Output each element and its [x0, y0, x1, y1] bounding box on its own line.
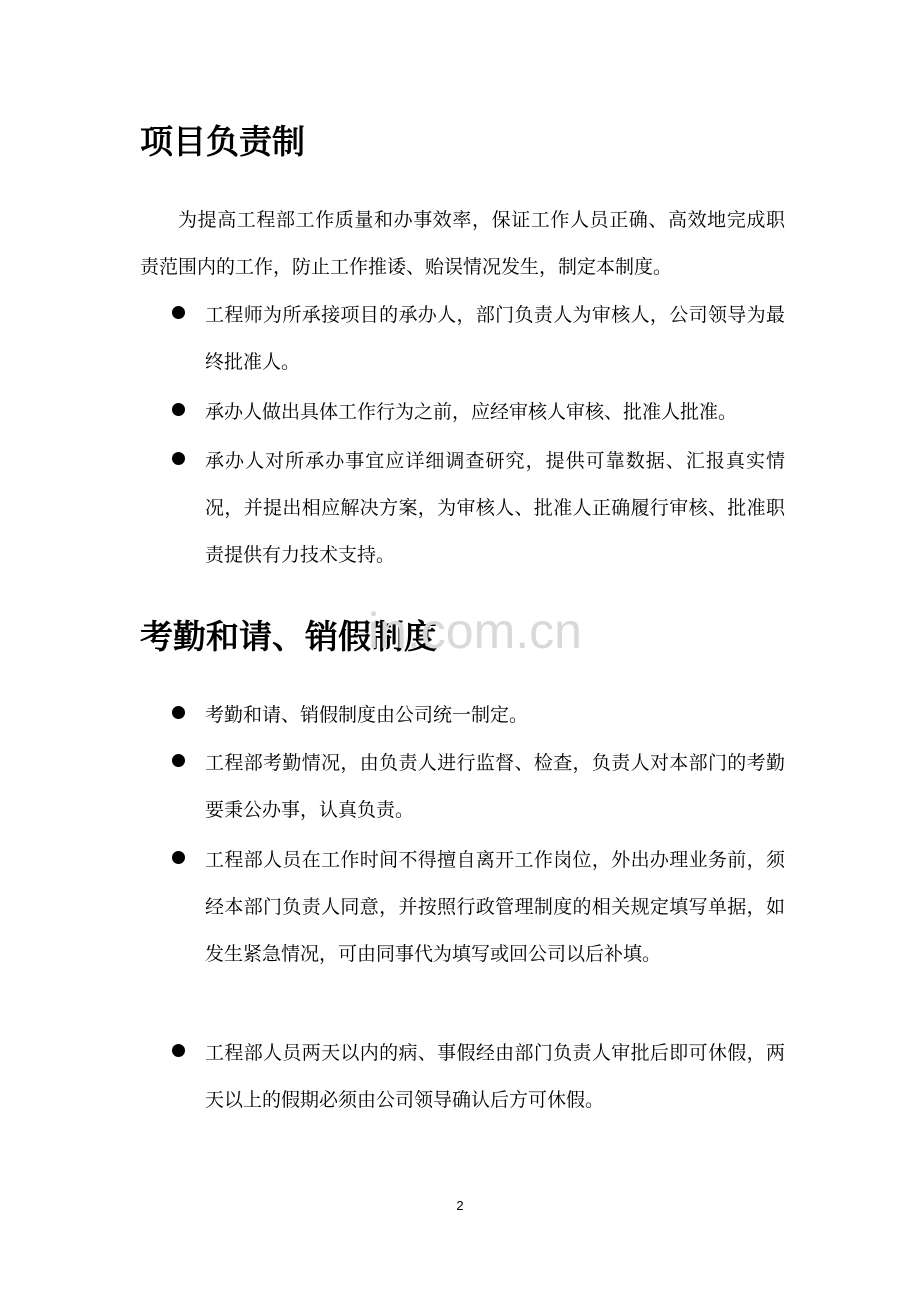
section-heading-project-responsibility: 项目负责制 — [140, 122, 305, 161]
list-item-text: 工程部考勤情况，由负责人进行监督、检查，负责人对本部门的考勤要秉公办事，认真负责。 — [205, 752, 785, 821]
bullet-dot-icon — [172, 1044, 185, 1057]
list-item-text: 工程部人员两天以内的病、事假经由部门负责人审批后即可休假，两天以上的假期必须由公司领导确认后方可休假。 — [205, 1042, 785, 1111]
section-heading-attendance-leave: 考勤和请、销假制度 — [140, 617, 437, 656]
bullet-dot-icon — [172, 306, 185, 319]
watermark-text: in.com.cn — [368, 603, 582, 659]
list-item-text: 承办人对所承办事宜应详细调查研究，提供可靠数据、汇报真实情况，并提出相应解决方案，为审核人、批准人正确履行审核、批准职责提供有力技术支持。 — [205, 450, 785, 566]
list-item-text: 工程师为所承接项目的承办人，部门负责人为审核人，公司领导为最终批准人。 — [205, 304, 785, 373]
list-item-text: 工程部人员在工作时间不得擅自离开工作岗位，外出办理业务前，须经本部门负责人同意，并按照行政管理制度的相关规定填写单据，如发生紧急情况，可由同事代为填写或回公司以后补填。 — [205, 849, 785, 965]
page-number: 2 — [456, 1198, 464, 1213]
bullet-dot-icon — [172, 754, 185, 767]
bullet-dot-icon — [172, 851, 185, 864]
bullet-dot-icon — [172, 706, 185, 719]
list-item-text: 承办人做出具体工作行为之前，应经审核人审核、批准人批准。 — [205, 401, 738, 423]
bullet-dot-icon — [172, 403, 185, 416]
list-item-text: 考勤和请、销假制度由公司统一制定。 — [205, 704, 529, 726]
section-intro-paragraph: 为提高工程部工作质量和办事效率，保证工作人员正确、高效地完成职责范围内的工作，防止工作推诿、贻误情况发生，制定本制度。 — [140, 209, 785, 278]
bullet-dot-icon — [172, 452, 185, 465]
